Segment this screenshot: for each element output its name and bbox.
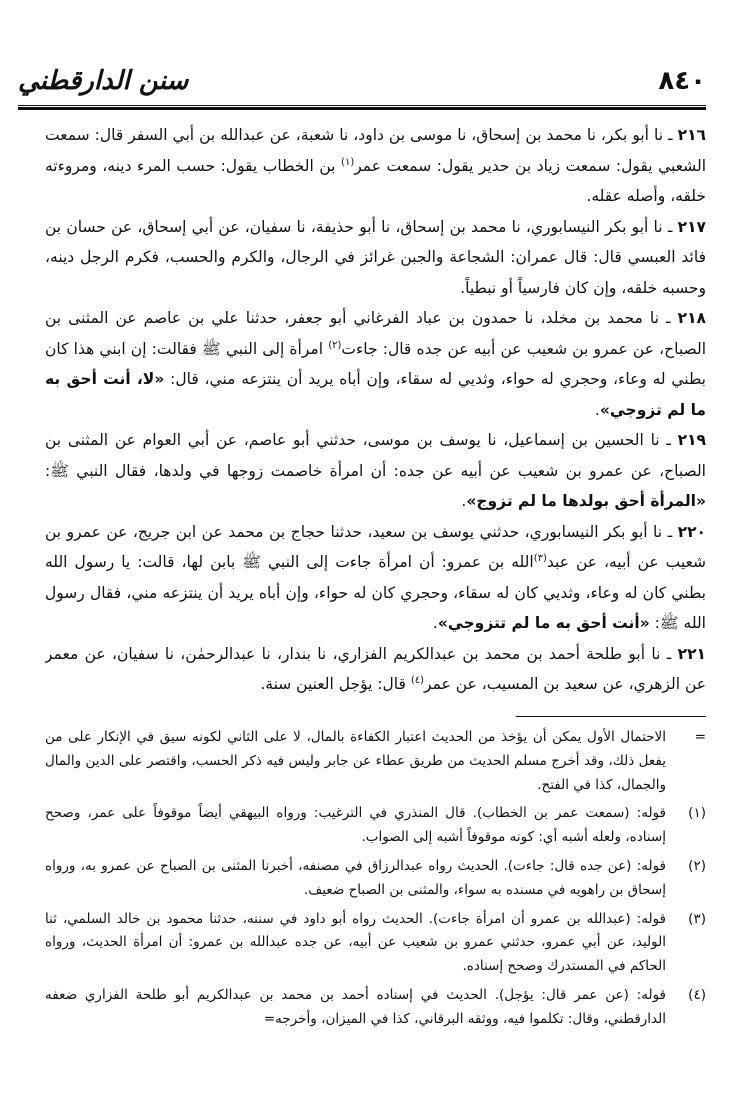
hadith-number: ٢٢١: [677, 644, 706, 663]
footnote-reference: (١): [341, 156, 355, 168]
prophetic-quote: «لا، أنت أحق به ما لم تزوجي»: [45, 370, 706, 419]
hadith-text-segment: نا أبو بكر، نا محمد بن إسحاق، نا موسى بن داود، نا شعبة، عن عبدالله بن أبي السفر قال: سمعت الشعبي يقول: سمعت زياد بن حدير يقول: سمعت عمر: [45, 126, 706, 175]
hadith-text-segment: قال: يؤجل العنين سنة.: [260, 675, 411, 693]
hadith-number: ٢١٧: [677, 217, 706, 236]
footnote-mark: (١): [688, 805, 706, 822]
hadith-paragraph: ٢٢١ ـ نا أبو طلحة أحمد بن محمد بن عبدالكريم الفزاري، نا بندار، نا عبدالرحمٰن، نا سفيان، عن معمر عن الزهري، عن سعيد بن المسيب، عن عمر$^{(٤)}$ قال: يؤجل العنين سنة.: [45, 644, 706, 693]
header-rule: [18, 107, 706, 110]
footnote-text: قوله: (سمعت عمر بن الخطاب). قال المنذري في الترغيب: ورواه البيهقي أيضاً موقوفاً على عمر، وصحح إسناده، ولعله أشبه أي: كونه موقوفاً أشبه إلى الصواب.: [45, 805, 666, 846]
prophetic-quote: «المرأة أحق بولدها ما لم تزوج»: [466, 492, 706, 510]
footnote-separator: [516, 716, 706, 717]
hadith-paragraph: ٢١٨ ـ نا محمد بن مخلد، نا حمدون بن عباد الفرغاني أبو جعفر، حدثنا علي بن عاصم عن المثنى بن الصباح، عن عمرو بن شعيب عن أبيه عن جده قال: جاءت$^{(٢)}$ امرأة إلى النبي ﷺ فقالت: إن ابني هذا كان بطني له وعاء، وحجري له حواء، وثديي له سقاء، وإن أباه يريد أن ينتزعه مني، قال: «لا، أنت أحق به ما لم تزوجي».: [45, 309, 706, 419]
footnote: [45, 855, 706, 903]
hadith-paragraph: ٢١٩ ـ نا الحسين بن إسماعيل، نا يوسف بن موسى، حدثني أبو عاصم، عن أبي العوام عن المثنى بن الصباح، عن عمرو بن شعيب عن أبيه عن جده: أن امرأة خاصمت زوجها في ولدها، فقال النبي ﷺ: «المرأة أحق بولدها ما لم تزوج».: [45, 431, 706, 510]
hadith-text-segment: نا أبو بكر النيسابوري، حدثني يوسف بن سعيد، حدثنا حجاج بن محمد عن ابن جريج، عن عمرو بن شعيب عن أبيه، عن عبد: [45, 522, 706, 571]
book-title: سنن الدارقطني: [18, 66, 189, 96]
footnote: [45, 908, 706, 979]
footnote-mark: (٢): [688, 857, 706, 874]
hadith-number: ٢١٩: [677, 431, 706, 449]
footnote-text: قوله: (عن جده قال: جاءت). الحديث رواه عبدالرزاق في مصنفه، أخبرنا المثنى بن الصباح عن عمرو به، ورواه إسحاق بن راهويه في مسنده به سواء، والمثنى بن الصباح ضعيف.: [45, 857, 666, 898]
footnote-reference: (٤): [410, 674, 425, 686]
hadith-number: ٢١٨: [677, 309, 706, 327]
hadith-text: [45, 120, 706, 705]
hadith-number: ٢١٦: [677, 126, 706, 144]
footnote: [45, 802, 706, 850]
hadith-text-segment: .: [594, 400, 600, 419]
page-number: ٨٤٠: [658, 66, 706, 96]
footnote: [45, 726, 706, 797]
hadith-paragraph: ٢١٦ ـ نا أبو بكر، نا محمد بن إسحاق، نا موسى بن داود، نا شعبة، عن عبدالله بن أبي السفر قال: سمعت الشعبي يقول: سمعت زياد بن حدير يقول: سمعت عمر$^{(١)}$ بن الخطاب يقول: حسب المرء دينه، ومروءته خلقه، وأصله عقله.: [45, 126, 706, 205]
footnote: [45, 984, 706, 1032]
hadith-text-segment: بن الخطاب يقول: حسب المرء دينه، ومروءته خلقه، وأصله عقله.: [45, 156, 706, 205]
footnote-mark: =: [694, 729, 706, 745]
hadith-paragraph: ٢٢٠ ـ نا أبو بكر النيسابوري، حدثني يوسف بن سعيد، حدثنا حجاج بن محمد عن ابن جريج، عن عمرو بن شعيب عن أبيه، عن عبد$^{(٣)}$الله بن عمرو: أن امرأة جاءت إلى النبي ﷺ بابن لها، قالت: يا رسول الله بطني كان له وعاء، وثديي كان له سقاء، وحجري كان له حواء، وإن أباه يريد أن ينتزعه مني، فقال رسول الله ﷺ: «أنت أحق به ما لم تتزوجي».: [45, 522, 706, 632]
hadith-paragraph: ٢١٧ ـ نا أبو بكر النيسابوري، نا محمد بن إسحاق، نا أبو حذيفة، نا سفيان، عن أبي إسحاق، عن حسان بن فائد العبسي قال: قال عمران: الشجاعة والجبن غرائز في الرجال، والكرم والحسب، فكرم الرجل دينه، وحسبه خلقه، وإن كان فارسياً أو نبطياً.: [45, 217, 706, 297]
page-header: [18, 58, 706, 110]
footnote-text: الاحتمال الأول يمكن أن يؤخذ من الحديث اعتبار الكفاءة بالمال، لا على الثاني لكونه سيق في الإنكار على من يفعل ذلك، وقد أخرج مسلم الحديث من طريق عطاء عن جابر وليس فيه ذكر الحسب، واقتصر على الدين والمال والجمال، كذا في الفتح.: [45, 729, 666, 793]
hadith-text-segment: .: [461, 492, 467, 510]
footnote-text: قوله: (عن عمر قال: يؤجل). الحديث في إسناده أحمد بن محمد بن عبدالكريم أبو طلحة الفزاري ضعفه الدارقطني، وقال: تكلموا فيه، ووثقه البرقاني، كذا في الميزان، وأخرجه=: [45, 986, 666, 1027]
hadith-text-segment: امرأة إلى النبي ﷺ فقالت: إن ابني هذا كان بطني له وعاء، وحجري له حواء، وثديي له سقاء، وإن أباه يريد أن ينتزعه مني، قال:: [45, 339, 706, 388]
hadith-number: ٢٢٠: [677, 522, 706, 541]
hadith-text-segment: .: [432, 614, 438, 632]
header-rule-thin: [18, 105, 706, 106]
footnote-reference: (٢): [328, 339, 342, 351]
footnote-reference: (٣): [533, 552, 547, 564]
footnote-mark: (٣): [688, 910, 706, 927]
footnotes: [45, 726, 706, 1096]
hadith-text-segment: نا محمد بن مخلد، نا حمدون بن عباد الفرغاني أبو جعفر، حدثنا علي بن عاصم عن المثنى بن الصباح، عن عمرو بن شعيب عن أبيه عن جده قال: جاءت: [45, 309, 706, 358]
footnote-text: قوله: (عبدالله بن عمرو أن امرأة جاءت). الحديث رواه أبو داود في سننه، حدثنا محمود بن خالد السلمي، ثنا الوليد، عن أبي عمرو، حدثني عمرو بن شعيب عن أبيه، عن جده عبدالله بن عمرو: أن امرأة الحديث، ورواه الحاكم في المستدرك وصحح إسناده.: [45, 910, 666, 975]
hadith-text-segment: نا أبو بكر النيسابوري، نا محمد بن إسحاق، نا أبو حذيفة، نا سفيان، عن أبي إسحاق، عن حسان بن فائد العبسي قال: قال عمران: الشجاعة والجبن غرائز في الرجال، والكرم والحسب، فكرم الرجل دينه، وحسبه خلقه، وإن كان فارسياً أو نبطياً.: [45, 217, 706, 297]
footnote-mark: (٤): [688, 986, 706, 1003]
hadith-text-segment: نا الحسين بن إسماعيل، نا يوسف بن موسى، حدثني أبو عاصم، عن أبي العوام عن المثنى بن الصباح، عن عمرو بن شعيب عن أبيه عن جده: أن امرأة خاصمت زوجها في ولدها، فقال النبي ﷺ:: [45, 431, 706, 480]
hadith-text-segment: نا أبو طلحة أحمد بن محمد بن عبدالكريم الفزاري، نا بندار، نا عبدالرحمٰن، نا سفيان، عن معمر عن الزهري، عن سعيد بن المسيب، عن عمر: [45, 644, 706, 693]
prophetic-quote: «أنت أحق به ما لم تتزوجي»: [437, 614, 650, 632]
hadith-text-segment: الله بن عمرو: أن امرأة جاءت إلى النبي ﷺ بابن لها، قالت: يا رسول الله بطني كان له وعاء، وثديي كان له سقاء، وحجري كان له حواء، وإن أباه يريد أن ينتزعه مني، فقال رسول الله ﷺ:: [45, 553, 706, 632]
